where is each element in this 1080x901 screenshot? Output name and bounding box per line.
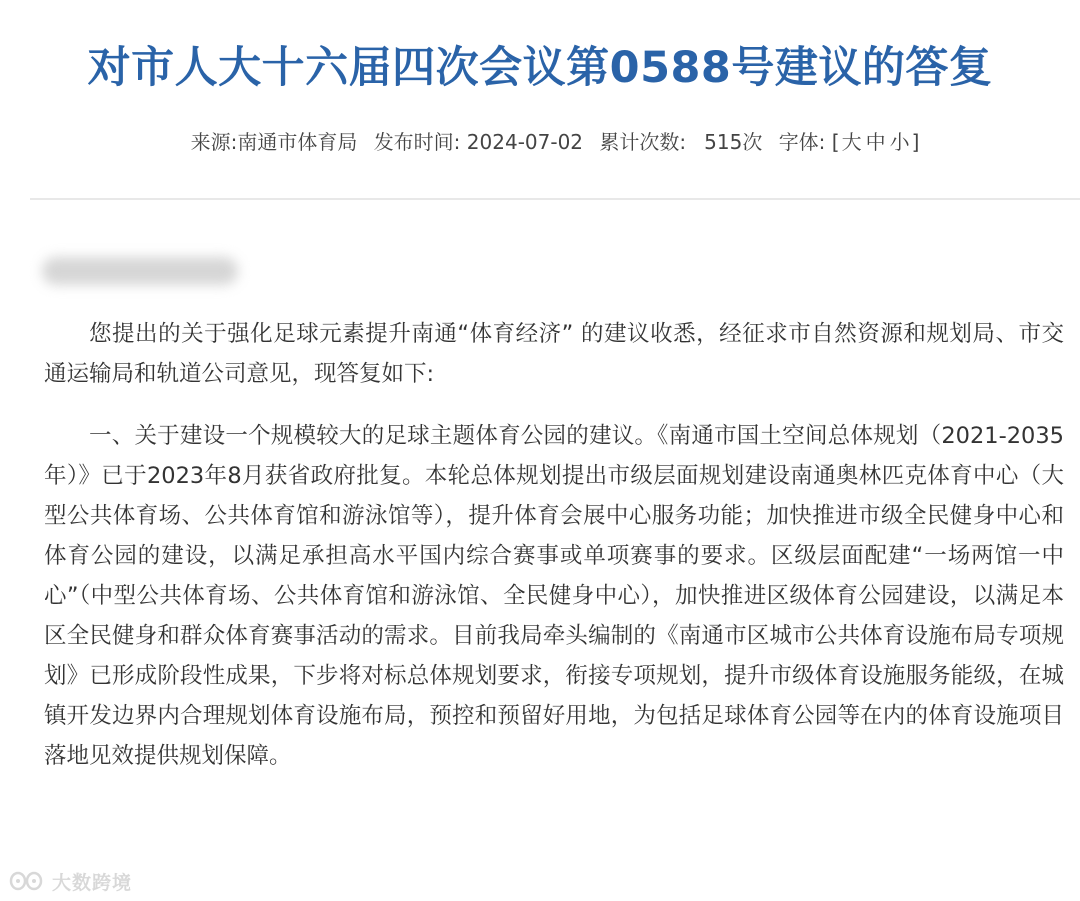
font-medium-button[interactable]: 中 — [865, 130, 886, 154]
font-label: 字体: — [778, 130, 826, 154]
redacted-salutation — [42, 257, 238, 285]
font-bracket-open: [ — [831, 130, 840, 154]
watermark-text: 大数跨境 — [52, 871, 133, 894]
article-meta — [0, 126, 1080, 155]
publish-label: 发布时间: — [373, 130, 461, 154]
views-count: 515次 — [704, 130, 763, 154]
source-value: 南通市体育局 — [237, 130, 358, 154]
article-body — [44, 314, 1064, 776]
font-large-button[interactable]: 大 — [841, 130, 862, 154]
watermark-logo-icon — [8, 870, 48, 892]
publish-date: 2024-07-02 — [466, 130, 584, 154]
watermark — [8, 868, 132, 894]
paragraph-intro: 您提出的关于强化足球元素提升南通“体育经济” 的建议收悉，经征求市自然资源和规划局、市交通运输局和轨道公司意见，现答复如下: — [44, 321, 1064, 387]
header-divider — [30, 198, 1080, 200]
font-bracket-close: ] — [911, 130, 920, 154]
font-small-button[interactable]: 小 — [889, 130, 910, 154]
paragraph-section-1: 一、关于建设一个规模较大的足球主题体育公园的建议。《南通市国土空间总体规划（2021-2035年）》已于2023年8月获省政府批复。本轮总体规划提出市级层面规划建设南通奥林匹克体育中心（大型公共体育场、公共体育馆和游泳馆等），提升体育会展中心服务功能；加快推进市级全民健身中心和体育公园的建设，以满足承担高水平国内综合赛事或单项赛事的要求。区级层面配建“一场两馆一中心”（中型公共体育场、公共体育馆和游泳馆、全民健身中心），加快推进区级体育公园建设，以满足本区全民健身和群众体育赛事活动的需求。目前我局牵头编制的《南通市区城市公共体育设施布局专项规划》已形成阶段性成果，下步将对标总体规划要求，衔接专项规划，提升市级体育设施服务能级，在城镇开发边界内合理规划体育设施布局，预控和预留好用地，为包括足球体育公园等在内的体育设施项目落地见效提供规划保障。 — [44, 423, 1064, 769]
page-title: 对市人大十六届四次会议第0588号建议的答复 — [87, 43, 993, 93]
views-label: 累计次数: — [599, 130, 687, 154]
source-label: 来源: — [190, 130, 238, 154]
